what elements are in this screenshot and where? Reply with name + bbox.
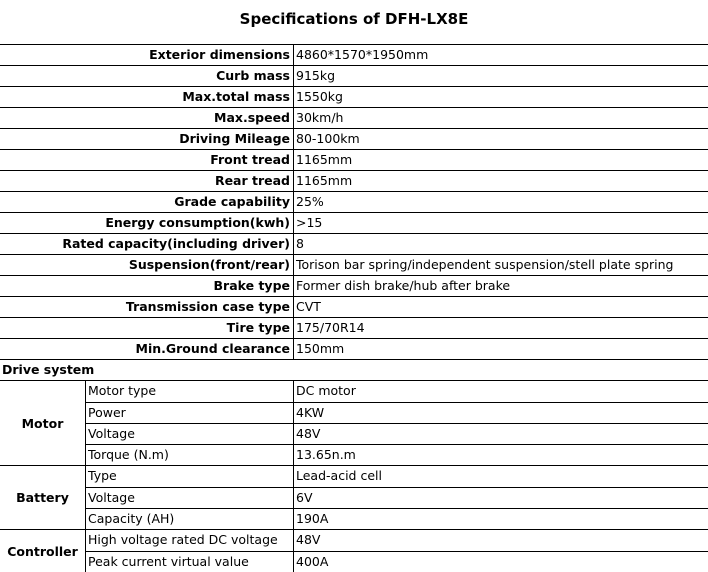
spec-value: 1550kg [296, 89, 343, 104]
sub-row [86, 423, 708, 444]
spec-row [0, 297, 708, 318]
spec-label: Curb mass [0, 66, 294, 86]
spec-value: 4860*1570*1950mm [296, 47, 429, 62]
spec-row [0, 276, 708, 297]
spec-label: Front tread [0, 150, 294, 170]
spec-row [0, 192, 708, 213]
spec-value: 150mm [296, 341, 345, 356]
battery-group [0, 466, 708, 530]
sub-value: 13.65n.m [296, 447, 356, 462]
drive-system-heading: Drive system [0, 360, 708, 381]
sub-row [86, 381, 708, 402]
spec-label: Driving Mileage [0, 129, 294, 149]
spec-label: Brake type [0, 276, 294, 296]
spec-row [0, 171, 708, 192]
spec-value: CVT [296, 299, 321, 314]
sub-value: 190A [296, 511, 329, 526]
spec-label: Energy consumption(kwh) [0, 213, 294, 233]
spec-value: 30km/h [296, 110, 344, 125]
sub-value: Lead-acid cell [296, 468, 382, 483]
spec-value: >15 [296, 215, 323, 230]
spec-row [0, 150, 708, 171]
spec-row [0, 318, 708, 339]
spec-value: 80-100km [296, 131, 360, 146]
spec-row [0, 87, 708, 108]
spec-label: Grade capability [0, 192, 294, 212]
spec-row [0, 129, 708, 150]
sub-label: Torque (N.m) [86, 445, 294, 465]
spec-label: Max.speed [0, 108, 294, 128]
sub-value: DC motor [296, 383, 356, 398]
sub-row [86, 444, 708, 465]
spec-value: 1165mm [296, 152, 353, 167]
sub-value: 48V [296, 532, 321, 547]
sub-label: Voltage [86, 424, 294, 444]
sub-row [86, 530, 708, 551]
spec-value: 1165mm [296, 173, 353, 188]
spec-label: Tire type [0, 318, 294, 338]
sub-row [86, 551, 708, 572]
controller-group [0, 530, 708, 572]
group-name: Battery [0, 466, 86, 529]
spec-label: Exterior dimensions [0, 45, 294, 65]
sub-row [86, 466, 708, 487]
spec-value: 25% [296, 194, 324, 209]
sub-label: Motor type [86, 381, 294, 402]
spec-label: Suspension(front/rear) [0, 255, 294, 275]
spec-label: Rated capacity(including driver) [0, 234, 294, 254]
sub-value: 4KW [296, 405, 325, 420]
spec-row [0, 213, 708, 234]
group-name: Controller [0, 530, 86, 572]
spec-row [0, 66, 708, 87]
spec-row [0, 45, 708, 66]
spec-label: Transmission case type [0, 297, 294, 317]
sub-label: Capacity (AH) [86, 509, 294, 529]
sub-row [86, 508, 708, 529]
spec-table [0, 44, 708, 572]
sub-label: Peak current virtual value [86, 552, 294, 572]
sub-value: 6V [296, 490, 313, 505]
spec-value: 175/70R14 [296, 320, 365, 335]
spec-label: Max.total mass [0, 87, 294, 107]
spec-label: Min.Ground clearance [0, 339, 294, 359]
spec-value: 8 [296, 236, 304, 251]
sub-label: High voltage rated DC voltage [86, 530, 294, 551]
spec-row [0, 234, 708, 255]
sub-row [86, 402, 708, 423]
spec-value: Former dish brake/hub after brake [296, 278, 511, 293]
spec-row [0, 108, 708, 129]
page-title: Specifications of DFH-LX8E [239, 10, 469, 28]
spec-row [0, 255, 708, 276]
spec-label: Rear tread [0, 171, 294, 191]
sub-row [86, 487, 708, 508]
sub-value: 48V [296, 426, 321, 441]
sub-label: Power [86, 403, 294, 423]
motor-group [0, 381, 708, 466]
sub-label: Voltage [86, 488, 294, 508]
spec-value: Torison bar spring/independent suspension/stell plate spring [296, 257, 674, 272]
sub-value: 400A [296, 554, 329, 569]
spec-value: 915kg [296, 68, 336, 83]
group-name: Motor [0, 381, 86, 465]
sub-label: Type [86, 466, 294, 487]
spec-row [0, 339, 708, 360]
